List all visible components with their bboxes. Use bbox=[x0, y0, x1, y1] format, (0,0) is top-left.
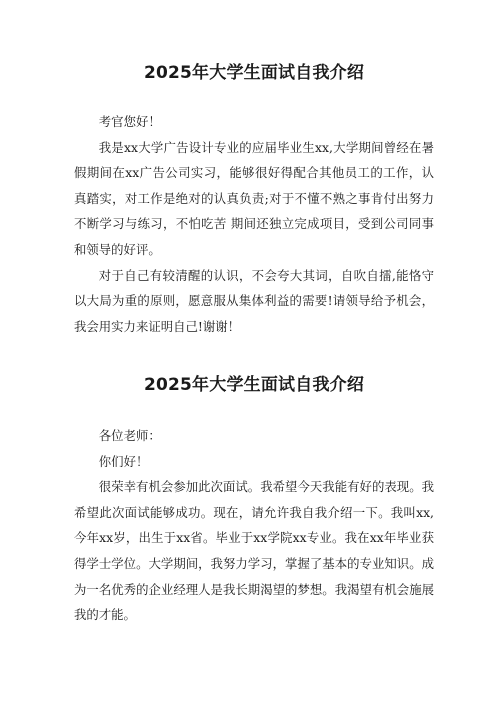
greeting-paragraph: 考官您好！ bbox=[98, 114, 161, 129]
body-paragraph: 我是xx大学广告设计专业的应届毕业生xx,大学期间曾经在暑假期间在xx广告公司实习，能够很好得配合其他员工的工作，认真踏实，对工作是绝对的认真负责;对于不懂不熟之事肯付出努力不断学习与练习，不怕吃苦 期间还独立完成项目，受到公司同事和领导的好评。 bbox=[74, 139, 434, 257]
section-1-title: 2025年大学生面试自我介绍 bbox=[143, 63, 365, 83]
intro-section-1 bbox=[74, 62, 434, 339]
section-2-title: 2025年大学生面试自我介绍 bbox=[143, 375, 365, 395]
body-paragraph: 很荣幸有机会参加此次面试。我希望今天我能有好的表现。我希望此次面试能够成功。现在，请允许我自我介绍一下。我叫xx,今年xx岁，出生于xx省。毕业于xx学院xx专业。我在xx年毕业获得学士学位。大学期间，我努力学习，掌握了基本的专业知识。成为一名优秀的企业经理人是我长期渴望的梦想。我渴望有机会施展我的才能。 bbox=[74, 479, 434, 623]
salutation-paragraph: 各位老师： bbox=[98, 428, 161, 443]
intro-section-2 bbox=[74, 374, 434, 628]
greeting-paragraph: 你们好！ bbox=[98, 453, 149, 469]
closing-paragraph: 对于自己有较清醒的认识，不会夸大其词，自吹自擂,能恪守以大局为重的原则，愿意服从集体利益的需要!请领导给予机会，我会用实力来证明自己!谢谢！ bbox=[74, 267, 434, 334]
